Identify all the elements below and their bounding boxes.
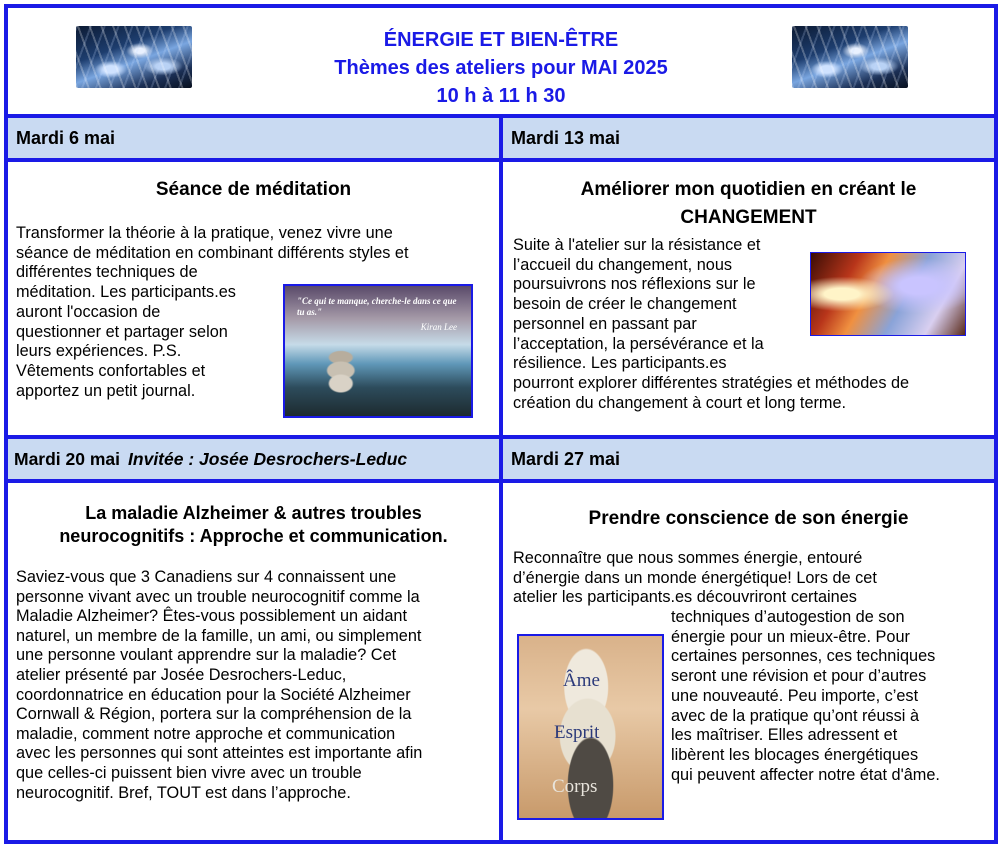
body-line: Transformer la théorie à la pratique, venez vivre une — [16, 224, 393, 242]
stone-word-corps: Corps — [552, 776, 598, 797]
stone-word-esprit: Esprit — [554, 722, 600, 743]
title-line: La maladie Alzheimer & autres troubles — [85, 503, 422, 523]
body-line: atelier présenté par Josée Desrochers-Leduc, — [16, 665, 347, 684]
guest-label: Invitée : Josée Desrochers-Leduc — [128, 449, 408, 469]
body-line: qui peuvent affecter notre état d'âme. — [671, 765, 940, 784]
body-line: techniques d’autogestion de son — [671, 608, 905, 626]
body-line: coordonnatrice en éducation pour la Société Alzheimer — [16, 685, 411, 704]
schedule-frame — [4, 4, 998, 844]
body-line: atelier les participants.es découvriront certaines — [513, 588, 857, 607]
day-band-6-mai — [8, 118, 499, 158]
body-line: Reconnaître que nous sommes énergie, entouré — [513, 549, 863, 567]
body-line: personne vivant avec un trouble neurocognitif comme la — [16, 587, 420, 606]
cell-body-energie-top — [513, 549, 991, 608]
body-line: avec les personnes qui sont atteintes est importante afin — [16, 744, 423, 763]
day-band-27-mai — [503, 439, 994, 479]
day-band-13-mai — [503, 118, 994, 158]
header-subtitle: Thèmes des ateliers pour MAI 2025 — [334, 57, 668, 79]
day-label: Mardi 27 mai — [511, 449, 621, 469]
body-line: leurs expériences. P.S. — [16, 342, 182, 361]
day-label: Mardi 13 mai — [511, 128, 621, 148]
body-line: création du changement à court et long terme. — [513, 393, 847, 412]
quote-text: "Ce qui te manque, cherche-le dans ce que tu as." — [297, 296, 457, 317]
body-line: l’accueil du changement, nous — [513, 255, 733, 274]
header — [8, 8, 994, 118]
body-line: auront l'occasion de — [16, 302, 161, 321]
body-line: Vêtements confortables et — [16, 361, 206, 380]
body-line: questionner et partager selon — [16, 322, 228, 341]
zen-stones-image — [283, 284, 473, 418]
day-band-20-mai — [8, 439, 499, 479]
cell-title-changement — [503, 176, 994, 232]
body-line: Suite à l'atelier sur la résistance et — [513, 236, 761, 254]
title-line: Améliorer mon quotidien en créant le — [580, 179, 917, 200]
title-line: CHANGEMENT — [680, 207, 817, 228]
body-line: seront une révision et pour d’autres — [671, 667, 927, 686]
body-line: poursuivrons nos réflexions sur le — [513, 275, 756, 294]
body-line: les maîtriser. Elles adressent et — [671, 726, 898, 745]
body-line: besoin de créer le changement — [513, 295, 737, 314]
body-line: libèrent les blocages énergétiques — [671, 745, 919, 764]
title-line: neurocognitifs : Approche et communication. — [59, 526, 448, 546]
body-line: personnel en passant par — [513, 314, 697, 333]
stone-word-ame: Âme — [563, 670, 600, 691]
body-line: l’acceptation, la persévérance et la — [513, 334, 764, 353]
row-divider-1 — [8, 158, 994, 162]
body-line: une personne voulant apprendre sur la maladie? Cet — [16, 646, 397, 665]
cell-title-meditation: Séance de méditation — [155, 179, 352, 200]
body-line: d’énergie dans un monde énergétique! Lors de cet — [513, 568, 877, 587]
header-title: ÉNERGIE ET BIEN-ÊTRE — [383, 29, 619, 51]
body-line: Maladie Alzheimer? Êtes-vous possiblement un aidant — [16, 607, 407, 626]
body-line: maladie, comment notre approche et communication — [16, 724, 396, 743]
body-line: méditation. Les participants.es — [16, 283, 236, 302]
header-time: 10 h à 11 h 30 — [436, 85, 566, 107]
body-line: que celles-ci puissent bien vivre avec un trouble — [16, 763, 362, 782]
body-line: certaines personnes, ces techniques — [671, 647, 936, 666]
body-line: énergie pour un mieux-être. Pour — [671, 627, 910, 646]
day-label: Mardi 20 mai — [14, 449, 121, 469]
body-line: séance de méditation en combinant différents styles et — [16, 243, 409, 262]
cell-title-alzheimer — [8, 502, 499, 548]
butterfly-wing-image — [810, 252, 966, 336]
body-line: pourront explorer différentes stratégies et méthodes de — [513, 373, 910, 392]
row-divider-3 — [8, 479, 994, 483]
cell-body-energie-side — [671, 608, 991, 785]
header-titles — [8, 26, 994, 110]
day-label: Mardi 6 mai — [16, 128, 116, 148]
body-line: neurocognitif. Bref, TOUT est dans l’approche. — [16, 783, 351, 802]
image-quote — [297, 296, 457, 333]
body-line: Saviez-vous que 3 Canadiens sur 4 connaissent une — [16, 568, 397, 586]
quote-author: Kiran Lee — [420, 322, 457, 332]
body-line: différentes techniques de — [16, 263, 198, 282]
balanced-stones-image — [517, 634, 664, 820]
body-line: résilience. Les participants.es — [513, 354, 727, 373]
body-line: avec de la pratique qu’ont réussi à — [671, 706, 919, 725]
body-line: Cornwall & Région, portera sur la compréhension de la — [16, 705, 412, 724]
body-line: une nouveauté. Peu importe, c’est — [671, 686, 919, 705]
body-line: apportez un petit journal. — [16, 381, 196, 400]
body-line: naturel, un membre de la famille, un ami, ou simplement — [16, 626, 422, 645]
cell-title-energie: Prendre conscience de son énergie — [588, 508, 909, 529]
cell-body-alzheimer — [16, 568, 496, 803]
